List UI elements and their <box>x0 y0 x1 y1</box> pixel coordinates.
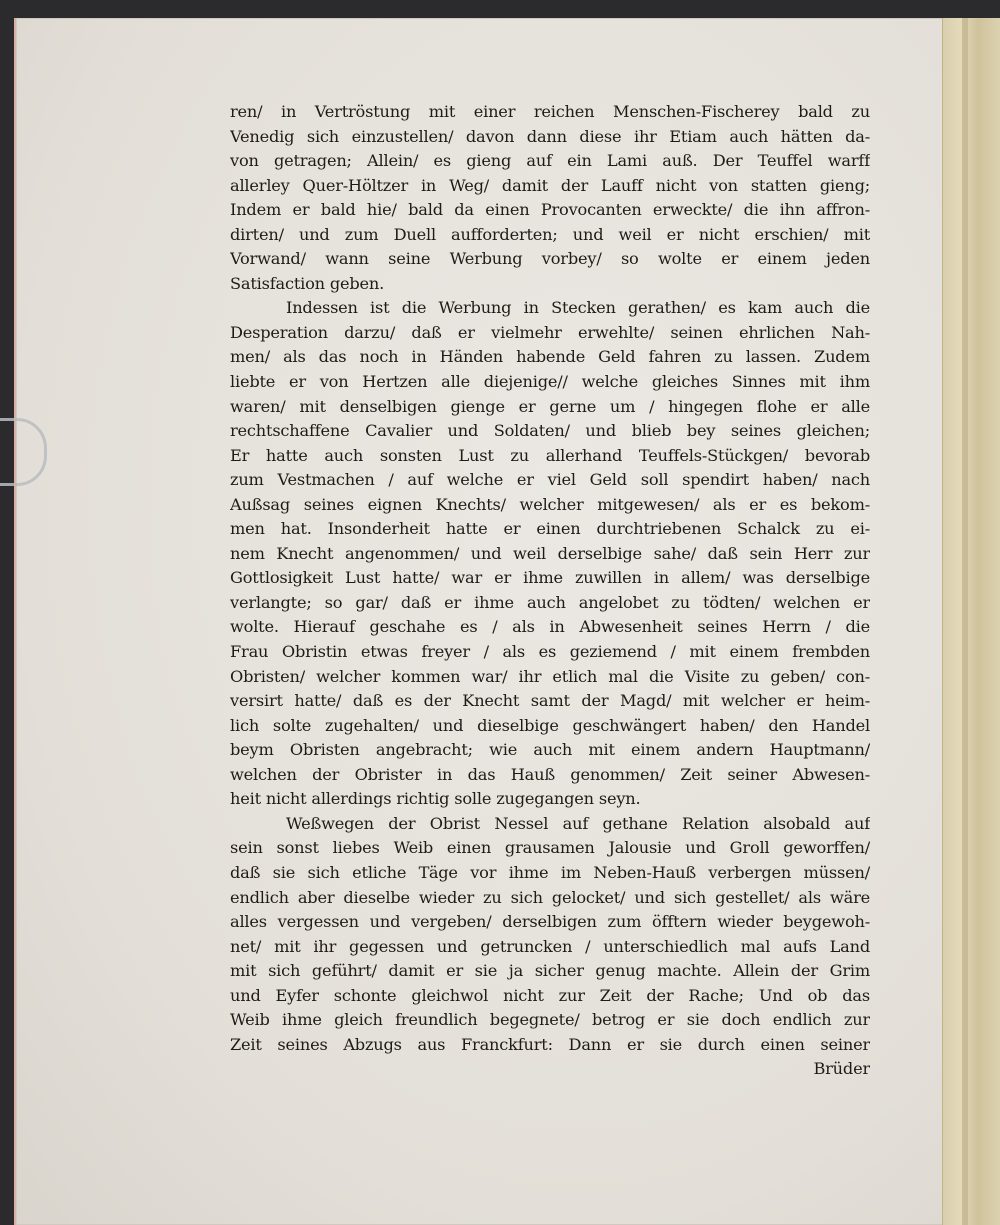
text-line: lich solte zugehalten/ und dieselbige geschwängert haben/ den Handel <box>230 715 870 735</box>
text-line: rechtschaffene Cavalier und Soldaten/ und blieb bey seines gleichen; <box>230 421 870 441</box>
text-line: net/ mit ihr gegessen und getruncken / unterschiedlich mal aufs Land <box>230 936 870 956</box>
text-line: heit nicht allerdings richtig solle zugegangen seyn. <box>230 789 641 809</box>
catchword: Brüder <box>813 1059 870 1079</box>
text-line: versirt hatte/ daß es der Knecht samt der Magd/ mit welcher er heim- <box>230 691 870 711</box>
text-line: daß sie sich etliche Täge vor ihme im Neben-Hauß verbergen müssen/ <box>230 862 870 882</box>
text-line: Indem er bald hie/ bald da einen Provocanten erweckte/ die ihn affron- <box>230 200 870 220</box>
text-line: men/ als das noch in Händen habende Geld fahren zu lassen. Zudem <box>230 347 870 367</box>
paragraph-start-line: Weßwegen der Obrist Nessel auf gethane Relation alsobald auf <box>286 813 870 833</box>
text-line: endlich aber dieselbe wieder zu sich gelocket/ und sich gestellet/ als wäre <box>230 887 870 907</box>
text-line: Satisfaction geben. <box>230 273 385 293</box>
paragraph-start-line: Indessen ist die Werbung in Stecken gerathen/ es kam auch die <box>286 298 870 318</box>
text-line: verlangte; so gar/ daß er ihme auch angelobet zu tödten/ welchen er <box>230 592 870 612</box>
page-edge-shadow <box>962 18 968 1225</box>
text-line: von getragen; Allein/ es gieng auf ein Lami auß. Der Teuffel warff <box>230 151 870 171</box>
text-line: Er hatte auch sonsten Lust zu allerhand Teuffels-Stückgen/ bevorab <box>230 445 870 465</box>
text-line: beym Obristen angebracht; wie auch mit einem andern Hauptmann/ <box>230 740 870 760</box>
text-line: liebte er von Hertzen alle diejenige// welche gleiches Sinnes mit ihm <box>230 372 870 392</box>
text-line: Vorwand/ wann seine Werbung vorbey/ so wolte er einem jeden <box>230 249 870 269</box>
text-line: Frau Obristin etwas freyer / als es geziemend / mit einem frembden <box>230 642 870 662</box>
text-line: nem Knecht angenommen/ und weil derselbige sahe/ daß sein Herr zur <box>230 543 870 563</box>
text-line: men hat. Insonderheit hatte er einen durchtriebenen Schalck zu ei- <box>230 519 870 539</box>
text-line: mit sich geführt/ damit er sie ja sicher genug machte. Allein der Grim <box>230 961 870 981</box>
text-line: Obristen/ welcher kommen war/ ihr etlich mal die Visite zu geben/ con- <box>230 666 870 686</box>
page-text <box>230 100 870 1082</box>
text-line: wolte. Hierauf geschahe es / als in Abwesenheit seines Herrn / die <box>230 617 870 637</box>
text-line: Venedig sich einzustellen/ davon dann diese ihr Etiam auch hätten da- <box>230 126 870 146</box>
text-line: waren/ mit denselbigen gienge er gerne um / hingegen flohe er alle <box>230 396 870 416</box>
text-line: Gottlosigkeit Lust hatte/ war er ihme zuwillen in allem/ was derselbige <box>230 568 870 588</box>
text-line: Desperation darzu/ daß er vielmehr erwehlte/ seinen ehrlichen Nah- <box>230 322 870 342</box>
text-line: Weib ihme gleich freundlich begegnete/ betrog er sie doch endlich zur <box>230 1010 870 1030</box>
text-line: und Eyfer schonte gleichwol nicht zur Zeit der Rache; Und ob das <box>230 985 870 1005</box>
text-line: allerley Quer-Höltzer in Weg/ damit der Lauff nicht von statten gieng; <box>230 175 870 195</box>
text-line: welchen der Obrister in das Hauß genommen/ Zeit seiner Abwesen- <box>230 764 870 784</box>
text-line: Zeit seines Abzugs aus Franckfurt: Dann er sie durch einen seiner <box>230 1034 870 1054</box>
text-line: sein sonst liebes Weib einen grausamen Jalousie und Groll geworffen/ <box>230 838 870 858</box>
text-line: dirten/ und zum Duell aufforderten; und weil er nicht erschien/ mit <box>230 224 870 244</box>
text-line: Außsag seines eignen Knechts/ welcher mitgewesen/ als er es bekom- <box>230 494 870 514</box>
text-line: ren/ in Vertröstung mit einer reichen Menschen-Fischerey bald zu <box>230 102 870 121</box>
text-line: alles vergessen und vergeben/ derselbigen zum öfftern wieder beygewoh- <box>230 912 870 932</box>
text-line: zum Vestmachen / auf welche er viel Geld soll spendirt haben/ nach <box>230 470 870 490</box>
page-edge <box>942 18 1000 1225</box>
